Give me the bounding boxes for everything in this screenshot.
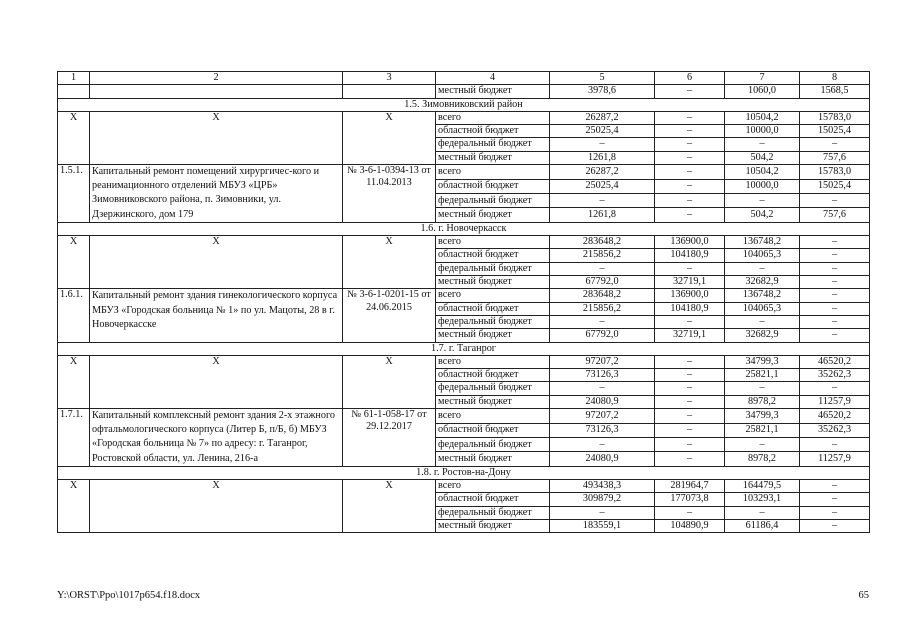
value-cell: 1261,8 <box>550 151 655 164</box>
value-cell: – <box>800 236 870 249</box>
table-row <box>58 165 870 179</box>
value-cell: 10000,0 <box>725 125 800 138</box>
value-cell: – <box>800 193 870 207</box>
budget-label: всего <box>436 355 550 368</box>
value-cell: – <box>655 138 725 151</box>
value-cell: 10504,2 <box>725 111 800 124</box>
value-cell: 183559,1 <box>550 520 655 533</box>
budget-label: федеральный бюджет <box>436 506 550 519</box>
value-cell: 34799,3 <box>725 409 800 423</box>
value-cell: 15025,4 <box>800 179 870 193</box>
item-name: Капитальный ремонт здания гинекологического корпуса МБУЗ «Городская больница № 1» по ул. Мацоты, 28 в г. Новочеркасске <box>90 289 343 342</box>
item-document: Х <box>343 355 436 408</box>
item-name: Х <box>90 111 343 164</box>
item-document: Х <box>343 236 436 289</box>
budget-label: федеральный бюджет <box>436 382 550 395</box>
header-cell: 6 <box>655 72 725 85</box>
budget-label: областной бюджет <box>436 302 550 315</box>
item-document: № 3-6-1-0201-15 от 24.06.2015 <box>343 289 436 342</box>
value-cell: – <box>800 437 870 451</box>
value-cell: 1060,0 <box>725 85 800 98</box>
budget-label: областной бюджет <box>436 423 550 437</box>
value-cell: – <box>655 125 725 138</box>
value-cell: – <box>800 480 870 493</box>
value-cell: 32682,9 <box>725 276 800 289</box>
value-cell: – <box>550 138 655 151</box>
value-cell: – <box>800 302 870 315</box>
item-number: 1.7.1. <box>58 409 90 467</box>
budget-label: всего <box>436 289 550 302</box>
value-cell: 10000,0 <box>725 179 800 193</box>
budget-label: местный бюджет <box>436 329 550 342</box>
value-cell: – <box>725 315 800 328</box>
value-cell: 757,6 <box>800 208 870 222</box>
value-cell: – <box>725 506 800 519</box>
value-cell: 8978,2 <box>725 452 800 466</box>
value-cell: – <box>725 262 800 275</box>
value-cell: – <box>655 506 725 519</box>
budget-label: местный бюджет <box>436 151 550 164</box>
value-cell: – <box>725 138 800 151</box>
value-cell: 136900,0 <box>655 236 725 249</box>
value-cell: – <box>800 506 870 519</box>
budget-label: всего <box>436 480 550 493</box>
item-name: Х <box>90 355 343 408</box>
header-cell: 8 <box>800 72 870 85</box>
num-cell <box>58 85 90 98</box>
value-cell: – <box>655 437 725 451</box>
value-cell: 26287,2 <box>550 111 655 124</box>
header-cell: 7 <box>725 72 800 85</box>
section-row <box>58 466 870 479</box>
value-cell: – <box>800 138 870 151</box>
value-cell: 281964,7 <box>655 480 725 493</box>
value-cell: 104180,9 <box>655 302 725 315</box>
table-row <box>58 85 870 98</box>
value-cell: – <box>655 355 725 368</box>
value-cell: – <box>800 262 870 275</box>
table-row <box>58 289 870 302</box>
budget-label: местный бюджет <box>436 520 550 533</box>
value-cell: 136748,2 <box>725 236 800 249</box>
section-row <box>58 98 870 111</box>
budget-label: федеральный бюджет <box>436 437 550 451</box>
value-cell: 24080,9 <box>550 395 655 408</box>
item-number: Х <box>58 111 90 164</box>
value-cell: 283648,2 <box>550 236 655 249</box>
value-cell: 61186,4 <box>725 520 800 533</box>
value-cell: – <box>550 315 655 328</box>
item-number: Х <box>58 236 90 289</box>
value-cell: 215856,2 <box>550 249 655 262</box>
value-cell: 177073,8 <box>655 493 725 506</box>
doc-cell <box>343 85 436 98</box>
value-cell: 104065,3 <box>725 249 800 262</box>
value-cell: – <box>550 382 655 395</box>
value-cell: 8978,2 <box>725 395 800 408</box>
item-document: № 3-6-1-0394-13 от 11.04.2013 <box>343 165 436 223</box>
value-cell: – <box>800 289 870 302</box>
budget-label: федеральный бюджет <box>436 315 550 328</box>
budget-table <box>57 71 870 533</box>
value-cell: – <box>655 409 725 423</box>
value-cell: – <box>655 262 725 275</box>
value-cell: – <box>550 193 655 207</box>
item-name: Х <box>90 480 343 533</box>
value-cell: – <box>800 329 870 342</box>
budget-label: местный бюджет <box>436 452 550 466</box>
item-document: Х <box>343 480 436 533</box>
value-cell: 164479,5 <box>725 480 800 493</box>
item-number: Х <box>58 355 90 408</box>
section-title: 1.7. г. Таганрог <box>58 342 870 355</box>
value-cell: – <box>800 493 870 506</box>
budget-label: федеральный бюджет <box>436 138 550 151</box>
value-cell: 11257,9 <box>800 395 870 408</box>
value-cell: – <box>655 395 725 408</box>
budget-label: местный бюджет <box>436 208 550 222</box>
value-cell: 104065,3 <box>725 302 800 315</box>
section-title: 1.5. Зимовниковский район <box>58 98 870 111</box>
budget-label: областной бюджет <box>436 369 550 382</box>
value-cell: – <box>655 165 725 179</box>
value-cell: 757,6 <box>800 151 870 164</box>
value-cell: – <box>655 369 725 382</box>
value-cell: 32719,1 <box>655 276 725 289</box>
value-cell: – <box>655 382 725 395</box>
value-cell: 504,2 <box>725 151 800 164</box>
budget-label: федеральный бюджет <box>436 193 550 207</box>
header-cell: 4 <box>436 72 550 85</box>
value-cell: – <box>655 452 725 466</box>
file-path: Y:\ORST\Ppo\1017p654.f18.docx <box>57 590 201 601</box>
page-number: 65 <box>858 590 869 601</box>
section-row <box>58 222 870 235</box>
value-cell: 493438,3 <box>550 480 655 493</box>
section-title: 1.8. г. Ростов-на-Дону <box>58 466 870 479</box>
value-cell: 26287,2 <box>550 165 655 179</box>
table-row <box>58 355 870 368</box>
value-cell: – <box>550 506 655 519</box>
value-cell: – <box>655 179 725 193</box>
value-cell: – <box>655 193 725 207</box>
value-cell: 309879,2 <box>550 493 655 506</box>
value-cell: 25821,1 <box>725 369 800 382</box>
table-row <box>58 111 870 124</box>
name-cell <box>90 85 343 98</box>
header-row <box>58 72 870 85</box>
value-cell: 35262,3 <box>800 369 870 382</box>
value-cell: 11257,9 <box>800 452 870 466</box>
table-row <box>58 409 870 423</box>
value-cell: – <box>655 111 725 124</box>
value-cell: 25025,4 <box>550 179 655 193</box>
header-cell: 1 <box>58 72 90 85</box>
value-cell: – <box>800 315 870 328</box>
value-cell: – <box>655 85 725 98</box>
value-cell: – <box>655 315 725 328</box>
value-cell: 25821,1 <box>725 423 800 437</box>
value-cell: 1568,5 <box>800 85 870 98</box>
value-cell: 67792,0 <box>550 329 655 342</box>
budget-label: всего <box>436 409 550 423</box>
value-cell: 283648,2 <box>550 289 655 302</box>
budget-label: областной бюджет <box>436 493 550 506</box>
item-name: Капитальный ремонт помещений хирургичес-кого и реанимационного отделений МБУЗ «ЦРБ» Зимовниковского района, п. Зимовники, ул. Дзержинского, дом 179 <box>90 165 343 223</box>
value-cell: – <box>550 262 655 275</box>
value-cell: 97207,2 <box>550 409 655 423</box>
value-cell: 1261,8 <box>550 208 655 222</box>
item-number: 1.5.1. <box>58 165 90 223</box>
value-cell: 67792,0 <box>550 276 655 289</box>
value-cell: – <box>550 437 655 451</box>
value-cell: – <box>725 193 800 207</box>
item-number: 1.6.1. <box>58 289 90 342</box>
table-row <box>58 236 870 249</box>
budget-label: местный бюджет <box>436 276 550 289</box>
budget-label: федеральный бюджет <box>436 262 550 275</box>
budget-label: местный бюджет <box>436 395 550 408</box>
item-document: Х <box>343 111 436 164</box>
value-cell: 32682,9 <box>725 329 800 342</box>
value-cell: 136900,0 <box>655 289 725 302</box>
header-cell: 3 <box>343 72 436 85</box>
value-cell: 15783,0 <box>800 111 870 124</box>
value-cell: – <box>800 520 870 533</box>
budget-label: всего <box>436 165 550 179</box>
value-cell: – <box>800 249 870 262</box>
value-cell: – <box>655 151 725 164</box>
section-row <box>58 342 870 355</box>
value-cell: 104890,9 <box>655 520 725 533</box>
value-cell: 10504,2 <box>725 165 800 179</box>
budget-label: областной бюджет <box>436 249 550 262</box>
value-cell: 103293,1 <box>725 493 800 506</box>
item-name: Капитальный комплексный ремонт здания 2-х этажного офтальмологического корпуса (Литер Б, п/Б, б) МБУЗ «Городская больница № 7» по адресу: г. Таганрог, Ростовской области, ул. Ленина, 216-а <box>90 409 343 467</box>
budget-label: всего <box>436 236 550 249</box>
value-cell: – <box>655 208 725 222</box>
value-cell: – <box>725 437 800 451</box>
value-cell: – <box>800 276 870 289</box>
budget-label: областной бюджет <box>436 125 550 138</box>
table-row <box>58 480 870 493</box>
value-cell: 504,2 <box>725 208 800 222</box>
value-cell: 3978,6 <box>550 85 655 98</box>
value-cell: – <box>800 382 870 395</box>
item-document: № 61-1-058-17 от 29.12.2017 <box>343 409 436 467</box>
value-cell: 34799,3 <box>725 355 800 368</box>
section-title: 1.6. г. Новочеркасск <box>58 222 870 235</box>
value-cell: 136748,2 <box>725 289 800 302</box>
budget-label: областной бюджет <box>436 179 550 193</box>
header-cell: 2 <box>90 72 343 85</box>
budget-label: всего <box>436 111 550 124</box>
value-cell: 25025,4 <box>550 125 655 138</box>
value-cell: 73126,3 <box>550 369 655 382</box>
value-cell: 104180,9 <box>655 249 725 262</box>
value-cell: 97207,2 <box>550 355 655 368</box>
value-cell: 35262,3 <box>800 423 870 437</box>
value-cell: 73126,3 <box>550 423 655 437</box>
value-cell: 46520,2 <box>800 409 870 423</box>
value-cell: 24080,9 <box>550 452 655 466</box>
value-cell: 32719,1 <box>655 329 725 342</box>
value-cell: 46520,2 <box>800 355 870 368</box>
header-cell: 5 <box>550 72 655 85</box>
item-number: Х <box>58 480 90 533</box>
item-name: Х <box>90 236 343 289</box>
value-cell: – <box>655 423 725 437</box>
value-cell: – <box>725 382 800 395</box>
budget-label: местный бюджет <box>436 85 550 98</box>
value-cell: 15783,0 <box>800 165 870 179</box>
value-cell: 215856,2 <box>550 302 655 315</box>
value-cell: 15025,4 <box>800 125 870 138</box>
